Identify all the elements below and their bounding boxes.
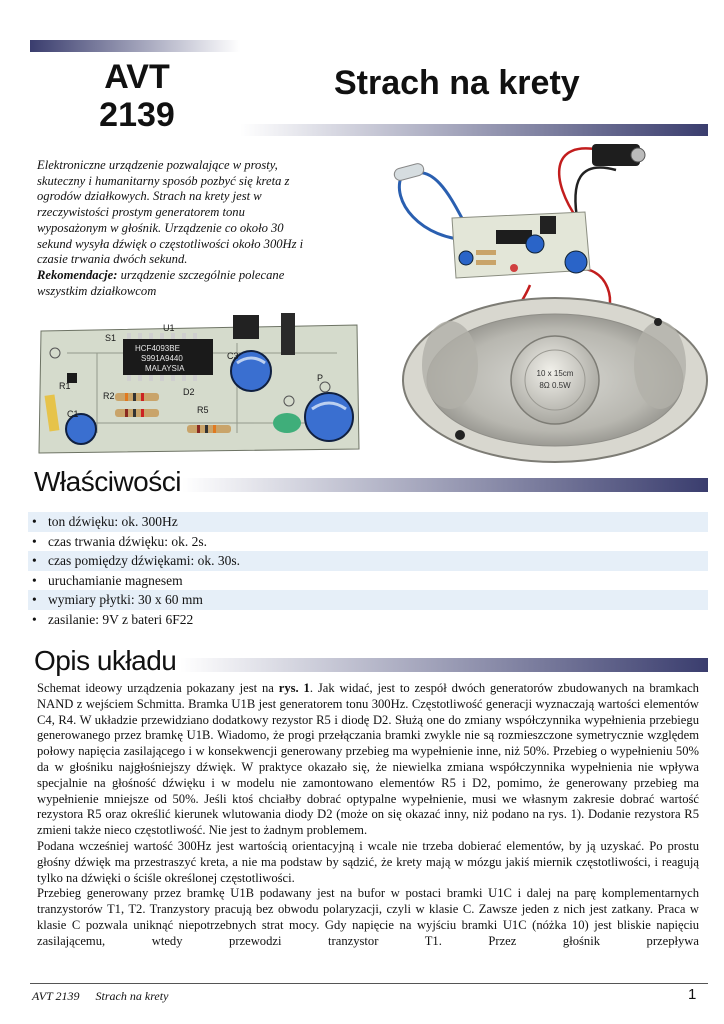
footer-title: Strach na krety: [95, 989, 169, 1003]
paragraph-text: Schemat ideowy urządzenia pokazany jest na: [37, 681, 279, 695]
pcb-label: U1: [163, 323, 175, 333]
description-heading-bar: [180, 658, 708, 672]
ic-marking: HCF4093BE: [135, 344, 180, 353]
paragraph: Podana wcześniej wartość 300Hz jest wartością orientacyjną i wcale nie trzeba dobierać elementów, by ją uzyskać. Po prostu głośny dźwięk ma przestraszyć kreta, a nie ma podstaw by sądzić, że krety mają w mózgu jakiś miernik częstotliwości, i reagują tylko na dźwięki o ściśle określonej częstotliwości.: [37, 838, 699, 885]
properties-heading: Właściwości: [34, 466, 181, 497]
properties-list: [28, 512, 708, 629]
ic-marking: MALAYSIA: [145, 364, 185, 373]
property-text: czas pomiędzy dźwiękami: ok. 30s.: [48, 553, 240, 568]
list-item: • zasilanie: 9V z bateri 6F22: [32, 611, 194, 627]
page-title: Strach na krety: [334, 64, 580, 102]
title-accent-bar: [240, 124, 708, 136]
pcb-label: C1: [67, 409, 79, 419]
kit-code-line2: 2139: [99, 96, 175, 134]
kit-code-line1: AVT: [104, 58, 170, 96]
ic-marking: S991A9440: [141, 354, 183, 363]
intro-line: sekund wysyła dźwięk o częstotliwości około 300Hz i: [37, 236, 304, 251]
intro-text: [37, 158, 355, 299]
pcb-label: D2: [183, 387, 195, 397]
paragraph: [37, 681, 699, 839]
recommendation-label: Rekomendacje:: [37, 267, 118, 282]
recommendation: [37, 268, 355, 284]
property-text: wymiary płytki: 30 x 60 mm: [48, 592, 203, 607]
intro-line: ogrodów działkowych. Strach na krety jest w: [37, 189, 262, 204]
figure-ref: rys. 1: [278, 681, 310, 695]
property-text: uruchamianie magnesem: [48, 572, 183, 588]
intro-line: Elektroniczne urządzenie pozwalające w prosty,: [37, 158, 278, 172]
pcb-label: S1: [105, 333, 117, 343]
pcb-label: C3: [227, 351, 239, 361]
intro-line: czasie trwania dwóch sekund.: [37, 252, 188, 267]
intro-line: rzeczywistości prostym generatorem tonu: [37, 205, 245, 220]
intro-line: wyposażonym w głośnik. Urządzenie co około 30: [37, 220, 284, 235]
speaker-magnet-label: 10 x 15cm: [536, 369, 574, 378]
list-item: • wymiary płytki: 30 x 60 mm: [28, 590, 708, 610]
list-item: • czas pomiędzy dźwiękami: ok. 30s.: [28, 551, 708, 571]
description-body: [37, 681, 699, 950]
device-photo: [380, 140, 710, 465]
list-item: • czas trwania dźwięku: ok. 2s.: [32, 533, 207, 549]
page-number: 1: [688, 986, 697, 1003]
pcb-label: R2: [103, 391, 115, 401]
intro-line: skuteczny i humanitarny sposób pozbyć się kreta z: [37, 173, 290, 188]
top-accent-bar: [30, 40, 240, 52]
pcb-photo: [37, 313, 361, 456]
list-item: • ton dźwięku: ok. 300Hz: [28, 512, 708, 532]
footer-rule: [30, 983, 708, 984]
speaker-magnet-label: 8Ω 0.5W: [539, 381, 571, 390]
property-text: ton dźwięku: ok. 300Hz: [48, 514, 178, 529]
footer: [32, 989, 168, 1004]
paragraph-text: . Jak widać, jest to zespół dwóch generatorów zbudowanych na bramkach NAND z wejściem Schmitta. Bramka U1B jest generatorem tonu 300Hz. Częstotliwość generacji wyznaczają wartości elementów C4, R4. W układzie przewidziano dodatkowy rezystor R5 i diodę D2. Służą one do zmiany współczynnika wypełnienia przebiegu generowanego przez bramkę U1B. Wiadomo, że progi przełączania bramki zwykle nie są rozmieszczone symetrycznie względem połowy napięcia zasilającego i w konsekwencji generowany przebieg ma wypełnienie inne, niż 50%. Przebieg o wypełnieniu 50% da w głośniku najgłośniejszy dźwięk. W praktyce okazało się, że niewielka zmiana współczynnika wypełnienia nie wpływa specjalnie na głośność dźwięku i w modelu nie zamontowano elementów R5 i D2, pomimo, że generowany przebieg ma wypełnienie mniejsze od 50%. Jeśli ktoś chciałby dobrać optypalne wypełnienie, musi we własnym zakresie dobrać wartość rezystora R5 oraz określić kierunek wlutowania diody D2 (może on się okazać inny, niż podano na rys. 1). Dodanie rezystora R5 zmieni także nieco częstotliwość. Nie jest to żadnym problemem.: [37, 681, 699, 838]
kit-code: [72, 58, 202, 134]
paragraph: Przebieg generowany przez bramkę U1B podawany jest na bufor w postaci bramki U1C i dalej na parę komplementarnych tranzystorów T1, T2. Tranzystory pracują bez obwodu polaryzacji, czyli w klasie C. Zawsze jeden z nich jest zatkany. Praca w klasie C pozwala uniknąć niepotrzebnych strat mocy. Gdy napięcie na wyjściu bramki U1C (nóżka 10) jest bliskie napięciu zasilającemu, wtedy przewodzi tranzystor T1. Przez głośnik przepływa: [37, 886, 699, 948]
footer-code: AVT 2139: [32, 989, 80, 1003]
recommendation-text-cont: wszystkim działkowcom: [37, 283, 157, 298]
pcb-label: P: [317, 373, 324, 383]
properties-heading-bar: [182, 478, 708, 492]
description-heading: Opis układu: [34, 645, 177, 676]
recommendation-text: urządzenie szczególnie polecane: [117, 267, 285, 282]
pcb-label: R1: [59, 381, 71, 391]
list-item: • uruchamianie magnesem: [32, 572, 183, 588]
property-text: czas trwania dźwięku: ok. 2s.: [48, 533, 207, 549]
property-text: zasilanie: 9V z bateri 6F22: [48, 611, 194, 627]
pcb-label: R5: [197, 405, 209, 415]
